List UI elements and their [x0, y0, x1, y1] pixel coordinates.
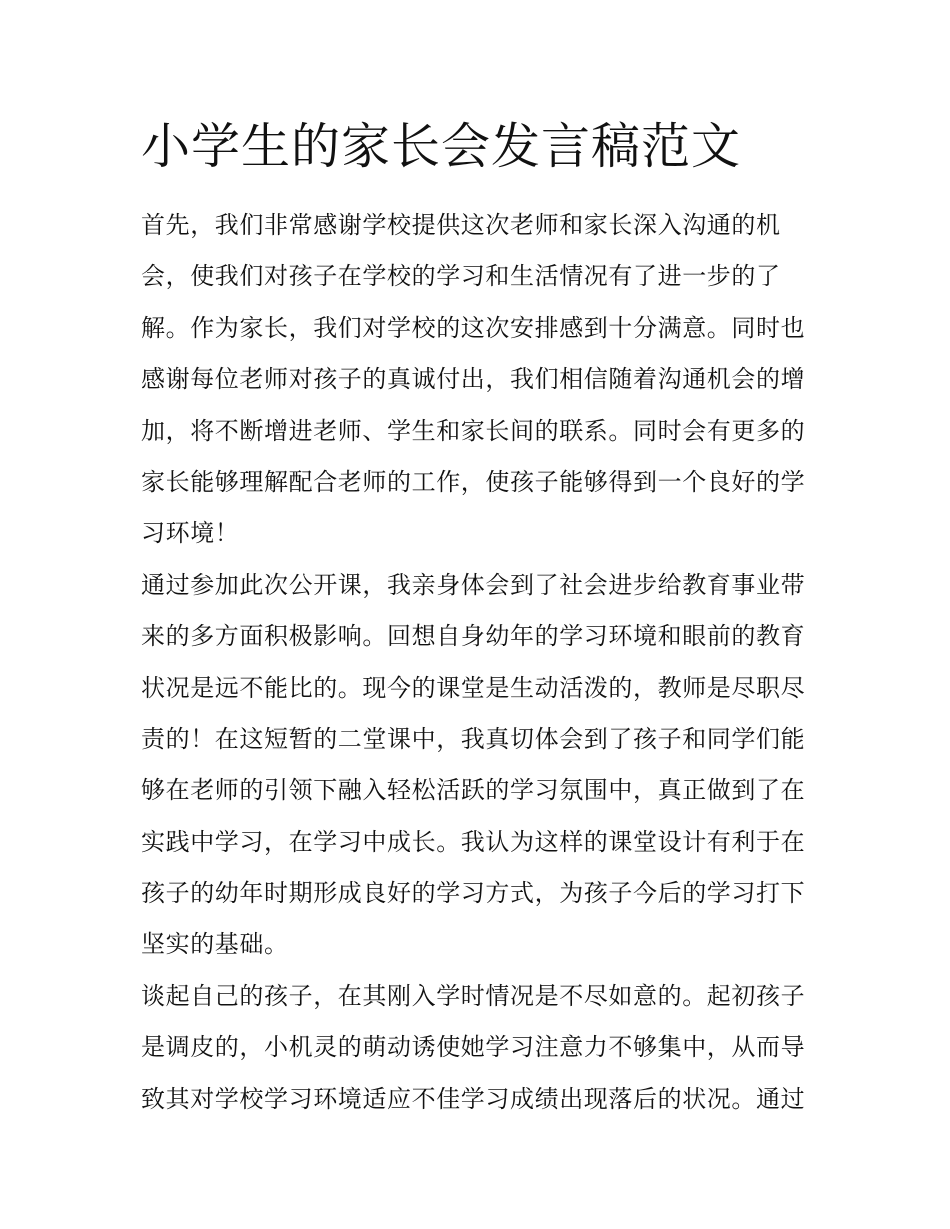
text-line: 通过参加此次公开课，我亲身体会到了社会进步给教育事业带 [141, 570, 806, 599]
text-line: 致其对学校学习环境适应不佳学习成绩出现落后的状况。通过 [141, 1084, 806, 1113]
text-line: 家长能够理解配合老师的工作，使孩子能够得到一个良好的学 [141, 467, 806, 496]
text-line: 状况是远不能比的。现今的课堂是生动活泼的，教师是尽职尽 [141, 673, 806, 702]
paragraph-2 [141, 560, 841, 971]
text-line: 感谢每位老师对孩子的真诚付出，我们相信随着沟通机会的增 [141, 365, 806, 394]
paragraph-3 [141, 971, 841, 1125]
text-line: 孩子的幼年时期形成良好的学习方式，为孩子今后的学习打下 [141, 879, 806, 908]
text-line: 坚实的基础。 [141, 930, 289, 959]
text-line: 责的！在这短暂的二堂课中，我真切体会到了孩子和同学们能 [141, 724, 806, 753]
text-line: 谈起自己的孩子，在其刚入学时情况是不尽如意的。起初孩子 [141, 981, 806, 1010]
text-line: 首先，我们非常感谢学校提供这次老师和家长深入沟通的机 [141, 211, 781, 239]
document-title: 小学生的家长会发言稿范文 [141, 118, 742, 175]
text-line: 是调皮的，小机灵的萌动诱使她学习注意力不够集中，从而导 [141, 1033, 806, 1062]
text-line: 加，将不断增进老师、学生和家长间的联系。同时会有更多的 [141, 416, 806, 445]
text-line: 来的多方面积极影响。回想自身幼年的学习环境和眼前的教育 [141, 622, 806, 651]
text-line: 解。作为家长，我们对学校的这次安排感到十分满意。同时也 [141, 313, 806, 342]
text-line: 习环境！ [141, 519, 240, 548]
text-line: 够在老师的引领下融入轻松活跃的学习氛围中，真正做到了在 [141, 776, 806, 805]
text-line: 实践中学习，在学习中成长。我认为这样的课堂设计有利于在 [141, 827, 806, 856]
paragraph-1 [141, 200, 841, 560]
document-body [141, 200, 841, 1125]
text-line: 会，使我们对孩子在学校的学习和生活情况有了进一步的了 [141, 262, 781, 291]
